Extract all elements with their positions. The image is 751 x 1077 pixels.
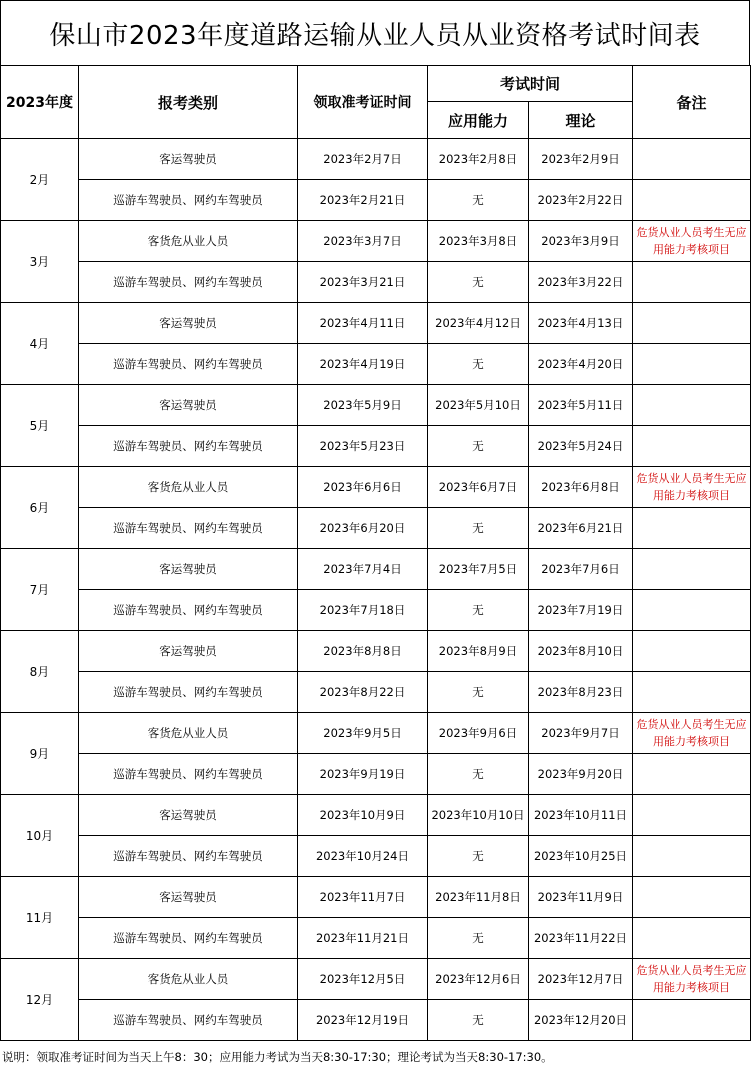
category-cell: 巡游车驾驶员、网约车驾驶员 bbox=[79, 836, 298, 877]
table-row bbox=[1, 959, 751, 1000]
table-row bbox=[1, 549, 751, 590]
month-cell: 6月 bbox=[1, 467, 79, 549]
ability-exam-cell: 2023年5月10日 bbox=[428, 385, 529, 426]
month-cell: 12月 bbox=[1, 959, 79, 1041]
table-row bbox=[1, 344, 751, 385]
table-row bbox=[1, 508, 751, 549]
admit-time-cell: 2023年12月19日 bbox=[298, 1000, 428, 1041]
ability-exam-cell: 2023年9月6日 bbox=[428, 713, 529, 754]
header-theory: 理论 bbox=[529, 102, 633, 139]
ability-exam-cell: 无 bbox=[428, 836, 529, 877]
admit-time-cell: 2023年5月23日 bbox=[298, 426, 428, 467]
table-row bbox=[1, 426, 751, 467]
category-cell: 客运驾驶员 bbox=[79, 385, 298, 426]
admit-time-cell: 2023年11月21日 bbox=[298, 918, 428, 959]
ability-exam-cell: 2023年8月9日 bbox=[428, 631, 529, 672]
ability-exam-cell: 无 bbox=[428, 180, 529, 221]
category-cell: 客货危从业人员 bbox=[79, 713, 298, 754]
table-row bbox=[1, 467, 751, 508]
schedule-body bbox=[1, 139, 751, 1041]
month-cell: 3月 bbox=[1, 221, 79, 303]
admit-time-cell: 2023年2月21日 bbox=[298, 180, 428, 221]
month-cell: 5月 bbox=[1, 385, 79, 467]
remark-cell bbox=[633, 139, 751, 180]
ability-exam-cell: 无 bbox=[428, 262, 529, 303]
ability-exam-cell: 2023年12月6日 bbox=[428, 959, 529, 1000]
remark-cell bbox=[633, 877, 751, 918]
category-cell: 巡游车驾驶员、网约车驾驶员 bbox=[79, 508, 298, 549]
admit-time-cell: 2023年7月18日 bbox=[298, 590, 428, 631]
theory-exam-cell: 2023年3月22日 bbox=[529, 262, 633, 303]
ability-exam-cell: 无 bbox=[428, 1000, 529, 1041]
month-cell: 7月 bbox=[1, 549, 79, 631]
ability-exam-cell: 无 bbox=[428, 754, 529, 795]
theory-exam-cell: 2023年6月21日 bbox=[529, 508, 633, 549]
ability-exam-cell: 2023年4月12日 bbox=[428, 303, 529, 344]
remark-cell: 危货从业人员考生无应用能力考核项目 bbox=[633, 713, 751, 754]
category-cell: 客运驾驶员 bbox=[79, 303, 298, 344]
remark-cell bbox=[633, 426, 751, 467]
category-cell: 巡游车驾驶员、网约车驾驶员 bbox=[79, 754, 298, 795]
ability-exam-cell: 无 bbox=[428, 426, 529, 467]
admit-time-cell: 2023年2月7日 bbox=[298, 139, 428, 180]
header-category: 报考类别 bbox=[79, 66, 298, 139]
table-row bbox=[1, 754, 751, 795]
theory-exam-cell: 2023年2月9日 bbox=[529, 139, 633, 180]
remark-cell: 危货从业人员考生无应用能力考核项目 bbox=[633, 959, 751, 1000]
admit-time-cell: 2023年6月6日 bbox=[298, 467, 428, 508]
table-row bbox=[1, 590, 751, 631]
table-row bbox=[1, 877, 751, 918]
header-admit-time: 领取准考证时间 bbox=[298, 66, 428, 139]
category-cell: 巡游车驾驶员、网约车驾驶员 bbox=[79, 918, 298, 959]
month-cell: 4月 bbox=[1, 303, 79, 385]
theory-exam-cell: 2023年6月8日 bbox=[529, 467, 633, 508]
theory-exam-cell: 2023年4月20日 bbox=[529, 344, 633, 385]
theory-exam-cell: 2023年11月9日 bbox=[529, 877, 633, 918]
category-cell: 巡游车驾驶员、网约车驾驶员 bbox=[79, 426, 298, 467]
admit-time-cell: 2023年3月7日 bbox=[298, 221, 428, 262]
remark-cell bbox=[633, 508, 751, 549]
remark-cell bbox=[633, 303, 751, 344]
theory-exam-cell: 2023年9月20日 bbox=[529, 754, 633, 795]
remark-cell bbox=[633, 344, 751, 385]
remark-cell bbox=[633, 631, 751, 672]
month-cell: 2月 bbox=[1, 139, 79, 221]
theory-exam-cell: 2023年12月20日 bbox=[529, 1000, 633, 1041]
category-cell: 客运驾驶员 bbox=[79, 549, 298, 590]
theory-exam-cell: 2023年12月7日 bbox=[529, 959, 633, 1000]
footer-note: 说明：领取准考证时间为当天上午8：30；应用能力考试为当天8:30-17:30；理论考试为当天8:30-17:30。 bbox=[2, 1050, 553, 1064]
admit-time-cell: 2023年4月11日 bbox=[298, 303, 428, 344]
table-row bbox=[1, 672, 751, 713]
table-row bbox=[1, 139, 751, 180]
category-cell: 巡游车驾驶员、网约车驾驶员 bbox=[79, 672, 298, 713]
table-row bbox=[1, 180, 751, 221]
table-row bbox=[1, 631, 751, 672]
theory-exam-cell: 2023年10月25日 bbox=[529, 836, 633, 877]
theory-exam-cell: 2023年7月6日 bbox=[529, 549, 633, 590]
ability-exam-cell: 2023年2月8日 bbox=[428, 139, 529, 180]
ability-exam-cell: 无 bbox=[428, 344, 529, 385]
month-cell: 9月 bbox=[1, 713, 79, 795]
remark-cell bbox=[633, 1000, 751, 1041]
table-row bbox=[1, 836, 751, 877]
month-cell: 11月 bbox=[1, 877, 79, 959]
header-exam-time: 考试时间 bbox=[428, 66, 633, 102]
theory-exam-cell: 2023年10月11日 bbox=[529, 795, 633, 836]
theory-exam-cell: 2023年4月13日 bbox=[529, 303, 633, 344]
category-cell: 客运驾驶员 bbox=[79, 795, 298, 836]
table-row bbox=[1, 1000, 751, 1041]
page-title: 保山市2023年度道路运输从业人员从业资格考试时间表 bbox=[49, 20, 701, 51]
remark-cell bbox=[633, 836, 751, 877]
table-row bbox=[1, 795, 751, 836]
admit-time-cell: 2023年10月9日 bbox=[298, 795, 428, 836]
admit-time-cell: 2023年3月21日 bbox=[298, 262, 428, 303]
remark-cell bbox=[633, 262, 751, 303]
ability-exam-cell: 无 bbox=[428, 672, 529, 713]
category-cell: 巡游车驾驶员、网约车驾驶员 bbox=[79, 180, 298, 221]
ability-exam-cell: 无 bbox=[428, 918, 529, 959]
category-cell: 巡游车驾驶员、网约车驾驶员 bbox=[79, 1000, 298, 1041]
admit-time-cell: 2023年12月5日 bbox=[298, 959, 428, 1000]
remark-cell bbox=[633, 672, 751, 713]
month-cell: 8月 bbox=[1, 631, 79, 713]
admit-time-cell: 2023年8月22日 bbox=[298, 672, 428, 713]
header-remark: 备注 bbox=[633, 66, 751, 139]
table-row bbox=[1, 918, 751, 959]
category-cell: 巡游车驾驶员、网约车驾驶员 bbox=[79, 262, 298, 303]
admit-time-cell: 2023年8月8日 bbox=[298, 631, 428, 672]
ability-exam-cell: 无 bbox=[428, 590, 529, 631]
remark-cell bbox=[633, 918, 751, 959]
remark-cell bbox=[633, 385, 751, 426]
remark-cell: 危货从业人员考生无应用能力考核项目 bbox=[633, 467, 751, 508]
category-cell: 巡游车驾驶员、网约车驾驶员 bbox=[79, 590, 298, 631]
theory-exam-cell: 2023年2月22日 bbox=[529, 180, 633, 221]
remark-cell: 危货从业人员考生无应用能力考核项目 bbox=[633, 221, 751, 262]
ability-exam-cell: 2023年3月8日 bbox=[428, 221, 529, 262]
ability-exam-cell: 2023年11月8日 bbox=[428, 877, 529, 918]
theory-exam-cell: 2023年3月9日 bbox=[529, 221, 633, 262]
theory-exam-cell: 2023年7月19日 bbox=[529, 590, 633, 631]
theory-exam-cell: 2023年9月7日 bbox=[529, 713, 633, 754]
ability-exam-cell: 2023年7月5日 bbox=[428, 549, 529, 590]
theory-exam-cell: 2023年5月11日 bbox=[529, 385, 633, 426]
category-cell: 客运驾驶员 bbox=[79, 631, 298, 672]
admit-time-cell: 2023年10月24日 bbox=[298, 836, 428, 877]
remark-cell bbox=[633, 180, 751, 221]
category-cell: 客货危从业人员 bbox=[79, 467, 298, 508]
category-cell: 客货危从业人员 bbox=[79, 959, 298, 1000]
admit-time-cell: 2023年7月4日 bbox=[298, 549, 428, 590]
title-box bbox=[0, 0, 750, 66]
ability-exam-cell: 无 bbox=[428, 508, 529, 549]
remark-cell bbox=[633, 795, 751, 836]
table-row bbox=[1, 221, 751, 262]
category-cell: 巡游车驾驶员、网约车驾驶员 bbox=[79, 344, 298, 385]
category-cell: 客运驾驶员 bbox=[79, 877, 298, 918]
exam-schedule-table bbox=[0, 65, 751, 1041]
remark-cell bbox=[633, 549, 751, 590]
table-row bbox=[1, 262, 751, 303]
admit-time-cell: 2023年6月20日 bbox=[298, 508, 428, 549]
ability-exam-cell: 2023年6月7日 bbox=[428, 467, 529, 508]
theory-exam-cell: 2023年8月10日 bbox=[529, 631, 633, 672]
theory-exam-cell: 2023年8月23日 bbox=[529, 672, 633, 713]
admit-time-cell: 2023年11月7日 bbox=[298, 877, 428, 918]
admit-time-cell: 2023年5月9日 bbox=[298, 385, 428, 426]
category-cell: 客货危从业人员 bbox=[79, 221, 298, 262]
table-row bbox=[1, 713, 751, 754]
remark-cell bbox=[633, 590, 751, 631]
category-cell: 客运驾驶员 bbox=[79, 139, 298, 180]
month-cell: 10月 bbox=[1, 795, 79, 877]
header-year: 2023年度 bbox=[1, 66, 79, 139]
ability-exam-cell: 2023年10月10日 bbox=[428, 795, 529, 836]
header-ability: 应用能力 bbox=[428, 102, 529, 139]
table-row bbox=[1, 385, 751, 426]
remark-cell bbox=[633, 754, 751, 795]
admit-time-cell: 2023年9月5日 bbox=[298, 713, 428, 754]
table-row bbox=[1, 303, 751, 344]
theory-exam-cell: 2023年5月24日 bbox=[529, 426, 633, 467]
theory-exam-cell: 2023年11月22日 bbox=[529, 918, 633, 959]
admit-time-cell: 2023年9月19日 bbox=[298, 754, 428, 795]
admit-time-cell: 2023年4月19日 bbox=[298, 344, 428, 385]
